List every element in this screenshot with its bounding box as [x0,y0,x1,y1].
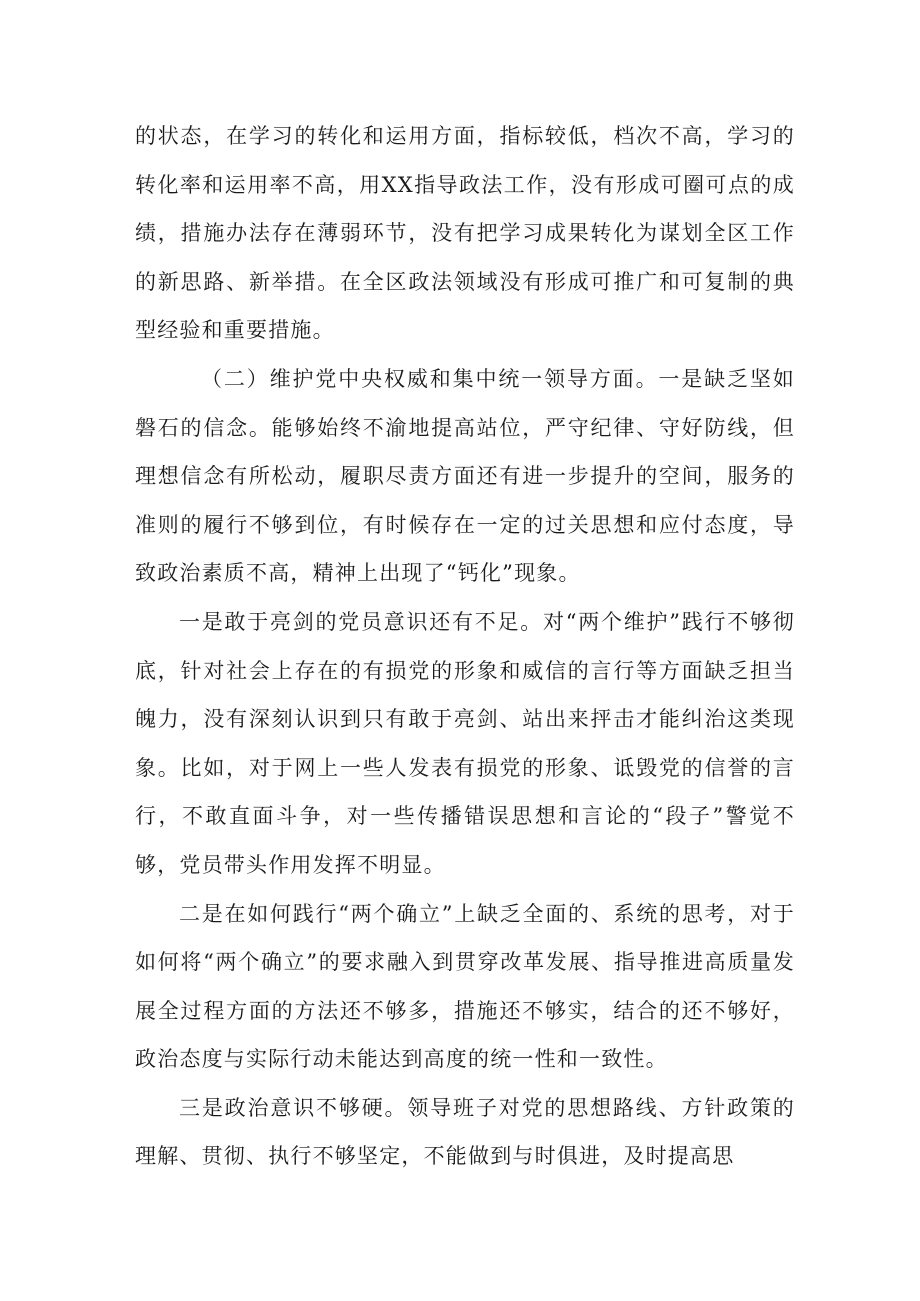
paragraph-point-two: 二是在如何践行“两个确立”上缺乏全面的、系统的思考，对于如何将“两个确立”的要求融入到贯穿改革发展、指导推进高质量发展全过程方面的方法还不够多，措施还不够实，结合的还不够好，政治态度与实际行动未能达到高度的统一性和一致性。 [135,901,795,1072]
paragraph-point-one: 一是敢于亮剑的党员意识还有不足。对“两个维护”践行不够彻底，针对社会上存在的有损党的形象和威信的言行等方面缺乏担当魄力，没有深刻认识到只有敢于亮剑、站出来抨击才能纠治这类现象。比如，对于网上一些人发表有损党的形象、诋毁党的信誉的言行，不敢直面斗争，对一些传播错误思想和言论的“段子”警觉不够，党员带头作用发挥不明显。 [135,609,795,877]
paragraph-continuation: 的状态，在学习的转化和运用方面，指标较低，档次不高，学习的转化率和运用率不高，用XX指导政法工作，没有形成可圈可点的成绩，措施办法存在薄弱环节，没有把学习成果转化为谋划全区工作的新思路、新举措。在全区政法领域没有形成可推广和可复制的典型经验和重要措施。 [135,124,795,343]
paragraph-point-three: 三是政治意识不够硬。领导班子对党的思想路线、方针政策的理解、贯彻、执行不够坚定，不能做到与时俱进，及时提高思 [135,1095,795,1169]
paragraph-section-two: （二）维护党中央权威和集中统一领导方面。一是缺乏坚如磐石的信念。能够始终不渝地提高站位，严守纪律、守好防线，但理想信念有所松动，履职尽责方面还有进一步提升的空间，服务的准则的履行不够到位，有时候存在一定的过关思想和应付态度，导致政治素质不高，精神上出现了“钙化”现象。 [135,366,795,586]
document-body [135,112,795,1181]
